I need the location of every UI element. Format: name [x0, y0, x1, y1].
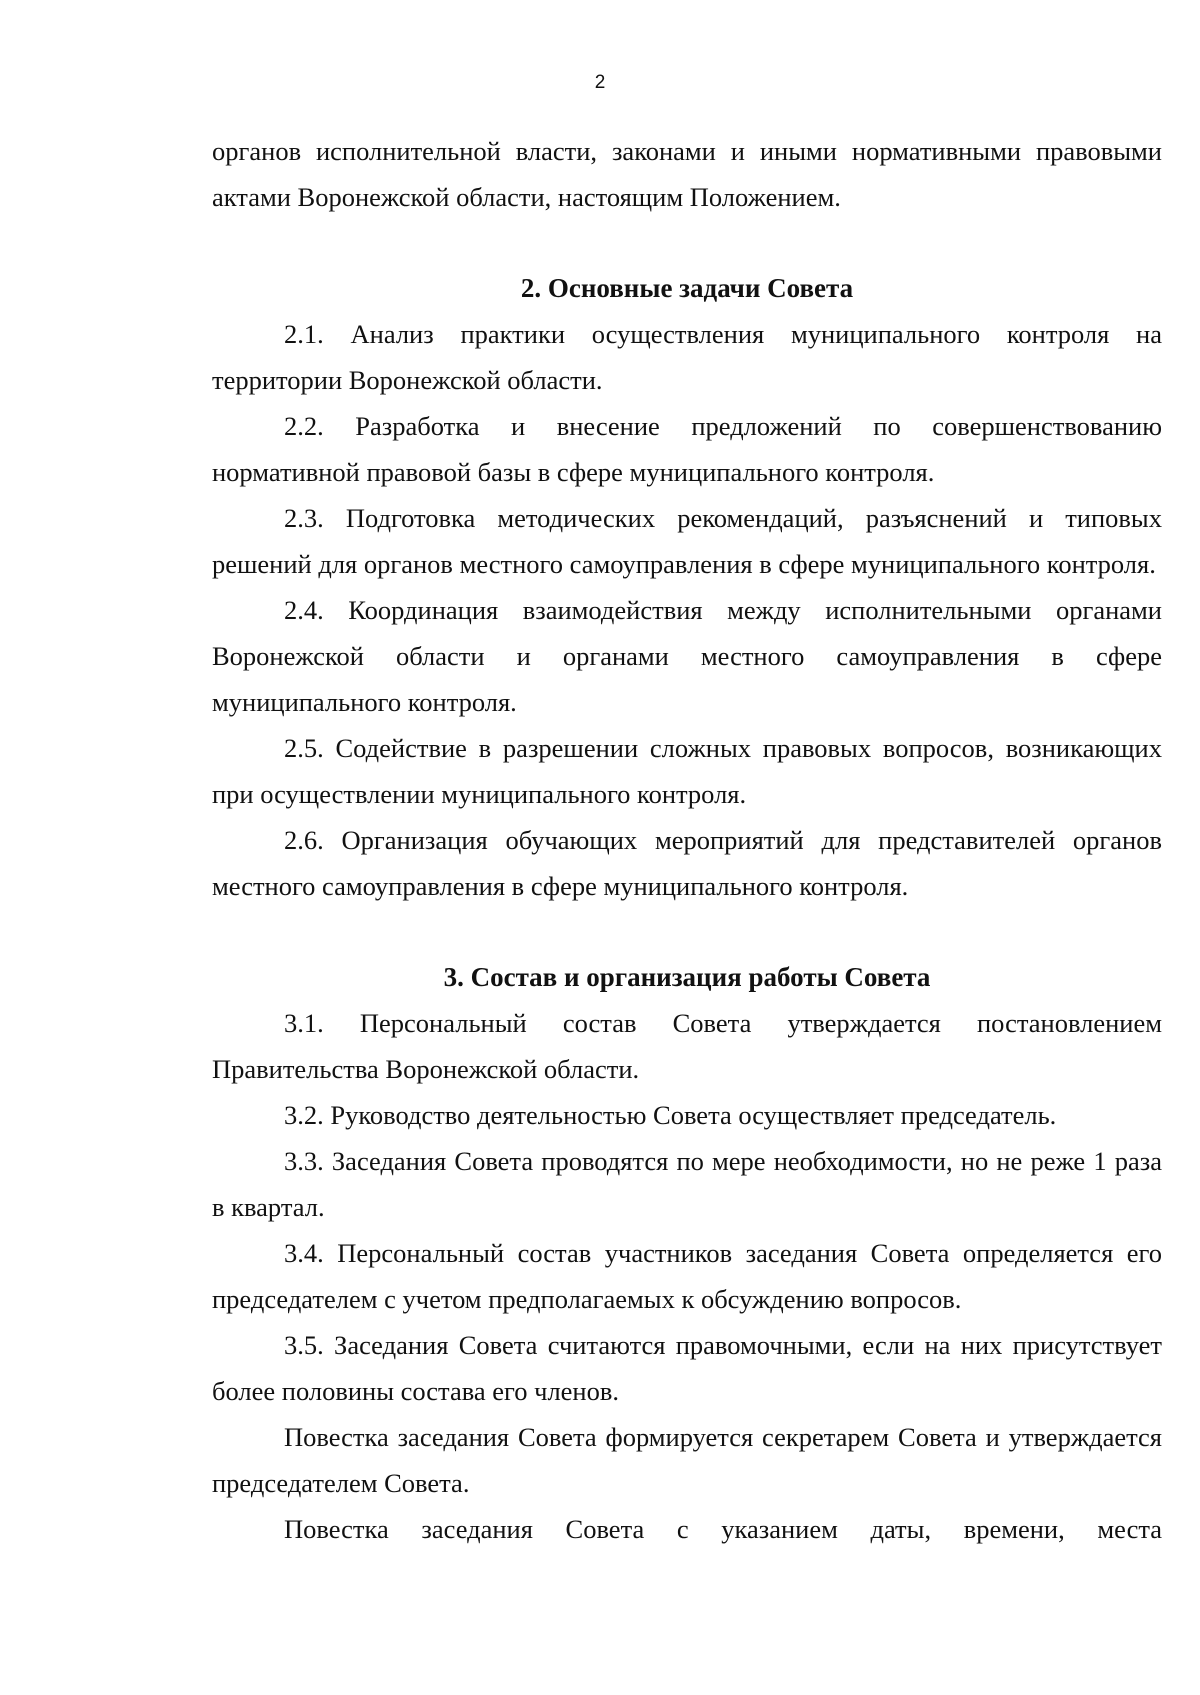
paragraph-agenda-details: Повестка заседания Совета с указанием даты, времени, места [284, 1514, 1162, 1544]
paragraph-2-3: 2.3. Подготовка методических рекомендаций, разъяснений и типовых решений для органов местного самоуправления в сфере муниципального контроля. [212, 503, 1162, 579]
paragraph-3-3: 3.3. Заседания Совета проводятся по мере необходимости, но не реже 1 раза в квартал. [212, 1146, 1162, 1222]
paragraph-2-5: 2.5. Содействие в разрешении сложных правовых вопросов, возникающих при осуществлении муниципального контроля. [212, 733, 1162, 809]
page-number: 2 [594, 72, 606, 93]
paragraph-3-5: 3.5. Заседания Совета считаются правомочными, если на них присутствует более половины состава его членов. [212, 1330, 1162, 1406]
paragraph-agenda-formation: Повестка заседания Совета формируется секретарем Совета и утверждается председателем Совета. [212, 1422, 1162, 1498]
spacer [212, 220, 1162, 265]
paragraph-3-4: 3.4. Персональный состав участников заседания Совета определяется его председателем с учетом предполагаемых к обсуждению вопросов. [212, 1238, 1162, 1314]
section-2-heading: 2. Основные задачи Совета [520, 273, 854, 303]
paragraph-2-6: 2.6. Организация обучающих мероприятий для представителей органов местного самоуправления в сфере муниципального контроля. [212, 825, 1162, 901]
paragraph-3-2: 3.2. Руководство деятельностью Совета осуществляет председатель. [284, 1100, 1057, 1130]
paragraph-3-1: 3.1. Персональный состав Совета утверждается постановлением Правительства Воронежской области. [212, 1008, 1162, 1084]
intro-paragraph: органов исполнительной власти, законами и иными нормативными правовыми актами Воронежской области, настоящим Положением. [212, 136, 1162, 212]
paragraph-2-4: 2.4. Координация взаимодействия между исполнительными органами Воронежской области и органами местного самоуправления в сфере муниципального контроля. [212, 595, 1162, 717]
paragraph-2-2: 2.2. Разработка и внесение предложений по совершенствованию нормативной правовой базы в сфере муниципального контроля. [212, 411, 1162, 487]
paragraph-2-1: 2.1. Анализ практики осуществления муниципального контроля на территории Воронежской области. [212, 319, 1162, 395]
document-body [212, 128, 1162, 1552]
spacer [212, 909, 1162, 954]
section-3-heading: 3. Состав и организация работы Совета [443, 962, 931, 992]
